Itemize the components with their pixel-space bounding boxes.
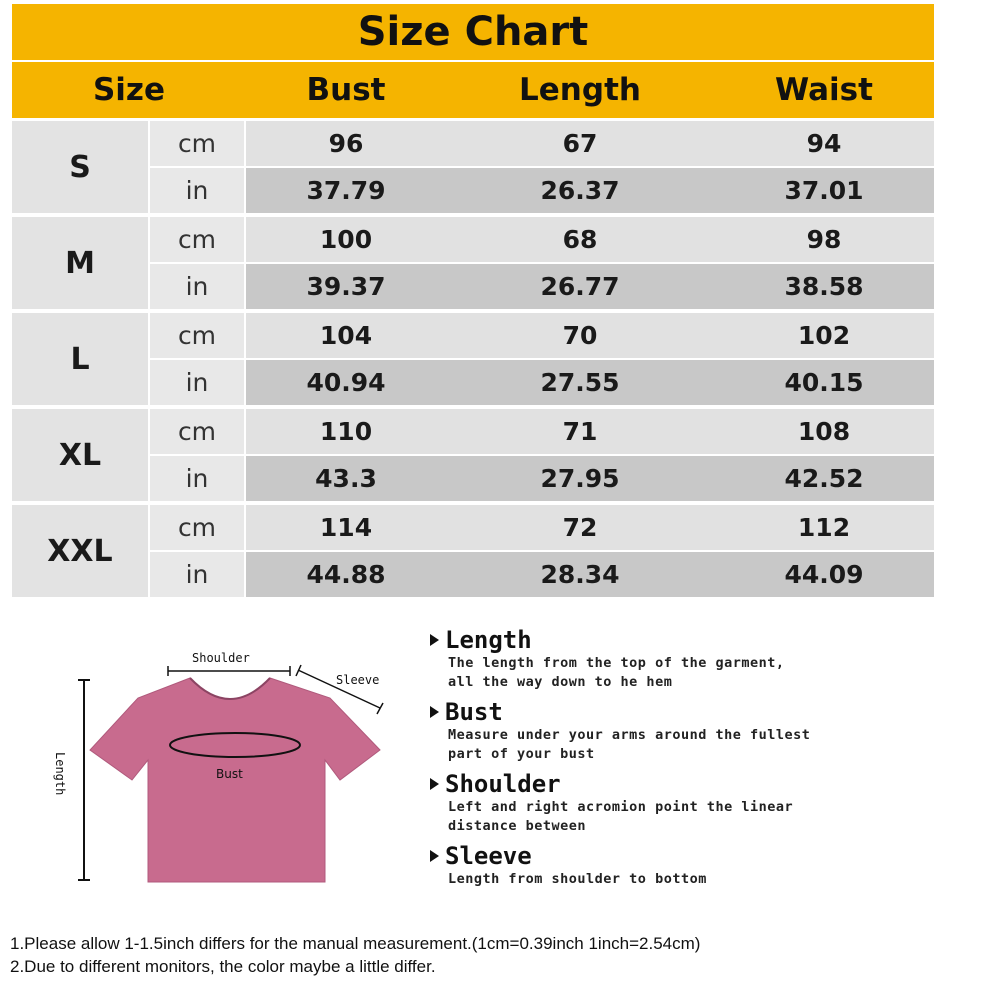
bust-cm-value: 114 bbox=[319, 513, 373, 542]
description-title bbox=[430, 770, 950, 798]
bust-label: Bust bbox=[216, 767, 243, 781]
bust-in-value: 43.3 bbox=[315, 464, 377, 493]
note-1: 1.Please allow 1-1.5inch differs for the manual measurement.(1cm=0.39inch 1inch=2.54cm) bbox=[10, 934, 701, 953]
tshirt-diagram bbox=[40, 640, 420, 900]
length-in-value: 27.55 bbox=[540, 368, 620, 397]
size-label: L bbox=[12, 313, 148, 405]
size-row-xxl bbox=[12, 505, 934, 597]
unit-label: cm bbox=[150, 505, 244, 550]
waist-in-value: 37.01 bbox=[784, 176, 864, 205]
description-length bbox=[430, 626, 950, 692]
header-size: Size bbox=[92, 72, 166, 108]
length-cm-value: 67 bbox=[562, 129, 598, 158]
size-row-s bbox=[12, 121, 934, 213]
table-header bbox=[12, 62, 934, 118]
description-text: Measure under your arms around the fullest bbox=[448, 727, 811, 743]
arrow-right-icon bbox=[430, 706, 439, 718]
description-title-text: Bust bbox=[445, 698, 503, 726]
unit-label: cm bbox=[150, 217, 244, 262]
size-row-l bbox=[12, 313, 934, 405]
length-cm-value: 68 bbox=[562, 225, 598, 254]
waist-cm-value: 98 bbox=[806, 225, 842, 254]
bust-in-value: 40.94 bbox=[306, 368, 386, 397]
description-text: Length from shoulder to bottom bbox=[448, 871, 707, 887]
description-title-text: Length bbox=[445, 626, 532, 654]
bust-in-value: 37.79 bbox=[306, 176, 386, 205]
bust-in-value: 44.88 bbox=[306, 560, 386, 589]
unit-label: in bbox=[150, 360, 244, 405]
unit-label: in bbox=[150, 168, 244, 213]
unit-label: in bbox=[150, 552, 244, 597]
waist-in-value: 42.52 bbox=[784, 464, 864, 493]
length-cm-value: 70 bbox=[562, 321, 598, 350]
description-sleeve bbox=[430, 842, 950, 889]
length-label: Length bbox=[53, 752, 67, 796]
description-text: The length from the top of the garment, bbox=[448, 655, 785, 671]
waist-cm-value: 94 bbox=[806, 129, 842, 158]
size-row-xl bbox=[12, 409, 934, 501]
bust-in-value: 39.37 bbox=[306, 272, 386, 301]
header-bust: Bust bbox=[306, 72, 386, 108]
arrow-right-icon bbox=[430, 634, 439, 646]
length-cm-value: 71 bbox=[562, 417, 598, 446]
size-label: M bbox=[12, 217, 148, 309]
bust-cm-value: 96 bbox=[328, 129, 364, 158]
description-shoulder bbox=[430, 770, 950, 836]
unit-label: in bbox=[150, 264, 244, 309]
header-waist: Waist bbox=[775, 72, 873, 108]
description-title-text: Sleeve bbox=[445, 842, 532, 870]
page-title: Size Chart bbox=[357, 9, 589, 55]
bust-cm-value: 110 bbox=[319, 417, 373, 446]
description-text: Left and right acromion point the linear bbox=[448, 799, 794, 815]
description-title bbox=[430, 698, 950, 726]
size-row-m bbox=[12, 217, 934, 309]
unit-label: in bbox=[150, 456, 244, 501]
note-2: 2.Due to different monitors, the color maybe a little differ. bbox=[10, 957, 436, 976]
description-text: distance between bbox=[448, 818, 587, 834]
description-title bbox=[430, 842, 950, 870]
unit-label: cm bbox=[150, 121, 244, 166]
unit-label: cm bbox=[150, 409, 244, 454]
size-label: XL bbox=[12, 409, 148, 501]
sleeve-label: Sleeve bbox=[336, 673, 380, 687]
waist-cm-value: 108 bbox=[797, 417, 851, 446]
size-label: S bbox=[12, 121, 148, 213]
waist-cm-value: 112 bbox=[797, 513, 851, 542]
description-text: all the way down to he hem bbox=[448, 674, 673, 690]
length-in-value: 27.95 bbox=[540, 464, 620, 493]
size-label: XXL bbox=[12, 505, 148, 597]
bust-cm-value: 104 bbox=[319, 321, 373, 350]
bust-cm-value: 100 bbox=[319, 225, 373, 254]
tshirt-illustration bbox=[40, 640, 420, 900]
arrow-right-icon bbox=[430, 778, 439, 790]
description-text: part of your bust bbox=[448, 746, 595, 762]
waist-in-value: 40.15 bbox=[784, 368, 864, 397]
description-bust bbox=[430, 698, 950, 764]
length-in-value: 26.37 bbox=[540, 176, 620, 205]
shoulder-label: Shoulder bbox=[192, 651, 250, 665]
waist-cm-value: 102 bbox=[797, 321, 851, 350]
waist-in-value: 44.09 bbox=[784, 560, 864, 589]
header-length: Length bbox=[519, 72, 641, 108]
measurement-descriptions bbox=[430, 626, 950, 895]
description-title bbox=[430, 626, 950, 654]
title-bar bbox=[12, 4, 934, 60]
length-in-value: 28.34 bbox=[540, 560, 620, 589]
notes bbox=[10, 932, 990, 978]
length-in-value: 26.77 bbox=[540, 272, 620, 301]
length-cm-value: 72 bbox=[562, 513, 598, 542]
unit-label: cm bbox=[150, 313, 244, 358]
arrow-right-icon bbox=[430, 850, 439, 862]
waist-in-value: 38.58 bbox=[784, 272, 864, 301]
description-title-text: Shoulder bbox=[445, 770, 561, 798]
